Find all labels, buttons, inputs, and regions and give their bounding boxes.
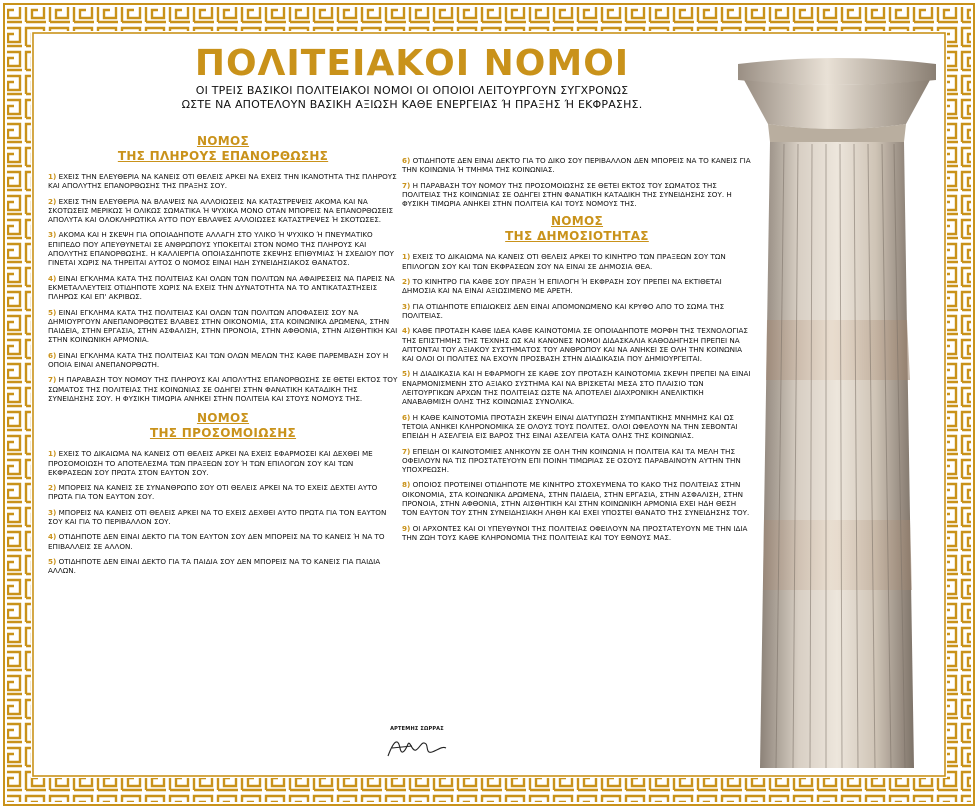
law-text: ΕΠΕΙΔΗ ΟΙ ΚΑΙΝΟΤΟΜΙΕΣ ΑΝΗΚΟΥΝ ΣΕ ΟΛΗ ΤΗΝ ΚΟΙΝΩΝΙΑ Η ΠΟΛΙΤΕΙΑ ΚΑΙ ΤΑ ΜΕΛΗ ΤΗΣ ΟΦΕΙΛΟΥΝ ΝΑ ΤΙΣ ΠΡΟΣΤΑΤΕΥΟΥΝ ΕΠΙ ΠΟΙΝΗ ΤΙΜΩΡΙΑΣ ΣΕ ΟΣΟΥΣ ΠΑΡΑΒΑΙΝΟΥΝ ΑΥΤΗΝ ΤΗΝ ΥΠΟΧΡΕΩΣΗ. (402, 446, 741, 475)
handwritten-signature (382, 734, 452, 762)
section-assimilation (48, 411, 398, 575)
law-text: ΤΟ ΚΙΝΗΤΡΟ ΓΙΑ ΚΑΘΕ ΣΟΥ ΠΡΑΞΗ Ή ΕΠΙΛΟΓΗ Ή ΕΚΦΡΑΣΗ ΣΟΥ ΠΡΕΠΕΙ ΝΑ ΕΚΤΙΘΕΤΑΙ ΔΗΜΟΣΙΑ ΚΑΙ ΝΑ ΕΙΝΑΙ ΑΞΙΩΣΙΜΕΝΟ ΜΕ ΑΡΕΤΗ. (402, 277, 722, 296)
law-text: ΟΤΙΔΗΠΟΤΕ ΔΕΝ ΕΙΝΑΙ ΔΕΚΤΟ ΓΙΑ ΤΑ ΠΑΙΔΙΑ ΣΟΥ ΔΕΝ ΜΠΟΡΕΙΣ ΝΑ ΤΟ ΚΑΝΕΙΣ ΓΙΑ ΠΑΙΔΙΑ ΑΛΛΩΝ. (48, 556, 381, 576)
law-item (402, 181, 752, 209)
law-number: 7) (402, 180, 411, 190)
law-item (48, 351, 398, 370)
section-restoration (48, 134, 398, 403)
law-item (402, 369, 752, 406)
law-item (402, 156, 752, 175)
law-number: 5) (48, 307, 57, 317)
law-number: 4) (402, 326, 411, 336)
law-number: 5) (402, 369, 411, 379)
law-text: ΕΙΝΑΙ ΕΓΚΛΗΜΑ ΚΑΤΑ ΤΗΣ ΠΟΛΙΤΕΙΑΣ ΚΑΙ ΤΩΝ ΟΛΩΝ ΜΕΛΩΝ ΤΗΣ ΚΑΘΕ ΠΑΡΕΜΒΑΣΗ ΣΟΥ Η ΟΠΟΙΑ ΕΙΝΑΙ ΑΝΕΠΑΝΟΡΘΩΤΗ. (48, 350, 389, 370)
law-item (402, 413, 752, 441)
law-list (48, 172, 398, 403)
section-heading: ΤΗΣ ΠΡΟΣΟΜΟΙΩΣΗΣ (149, 426, 297, 441)
law-item (48, 197, 398, 225)
law-list-continued (402, 156, 752, 208)
law-number: 3) (402, 301, 411, 311)
section-heading: ΤΗΣ ΠΛΗΡΟΥΣ ΕΠΑΝΟΡΘΩΣΗΣ (117, 149, 329, 163)
law-text: ΓΙΑ ΟΤΙΔΗΠΟΤΕ ΕΠΙΔΙΩΚΕΙΣ ΔΕΝ ΕΙΝΑΙ ΑΠΟΜΟΝΩΜΕΝΟ ΚΑΙ ΚΡΥΦΟ ΑΠΟ ΤΟ ΣΩΜΑ ΤΗΣ ΠΟΛΙΤΕΙΑΣ. (402, 301, 725, 320)
law-text: ΕΙΝΑΙ ΕΓΚΛΗΜΑ ΚΑΤΑ ΤΗΣ ΠΟΛΙΤΕΙΑΣ ΚΑΙ ΟΛΩΝ ΤΩΝ ΠΟΛΙΤΩΝ ΑΠΟΦΑΣΕΙΣ ΣΟΥ ΝΑ ΔΗΜΙΟΥΡΓΟΥΝ ΑΝΕΠΑΝΟΡΘΩΤΕΣ ΒΛΑΒΕΣ ΣΤΗΝ ΟΙΚΟΝΟΜΙΑ, ΣΤΑ ΚΟΙΝΩΝΙΚΑ ΔΡΩΜΕΝΑ, ΣΤΗΝ ΠΑΙΔΕΙΑ, ΣΤΗΝ ΕΡΓΑΣΙΑ, ΣΤΗΝ ΑΣΦΑΛΙΣΗ, ΣΤΗΝ ΠΡΟΝΟΙΑ, ΣΤΗΝ ΑΦΘΟΝΙΑ, ΣΤΗΝ ΑΙΣΘΗΤΙΚΗ ΚΑΙ ΣΤΗΝ ΚΟΙΝΩΝΙΚΗ ΑΡΜΟΝΙΑ. (48, 307, 398, 345)
law-item (402, 447, 752, 475)
law-item (48, 375, 398, 403)
poster-title: ΠΟΛΙΤΕΙΑΚΟΙ ΝΟΜΟΙ (194, 43, 630, 84)
law-number: 2) (48, 196, 57, 206)
law-number: 3) (48, 230, 57, 240)
law-text: Η ΠΑΡΑΒΑΣΗ ΤΟΥ ΝΟΜΟΥ ΤΗΣ ΠΡΟΣΟΜΟΙΩΣΗΣ ΣΕ ΘΕΤΕΙ ΕΚΤΟΣ ΤΟΥ ΣΩΜΑΤΟΣ ΤΗΣ ΠΟΛΙΤΕΙΑΣ ΤΗΣ ΚΟΙΝΩΝΙΑΣ ΣΕ ΟΔΗΓΕΙ ΣΤΗΝ ΦΑΝΑΤΙΚΗ ΚΑΤΑΔΙΚΗ ΤΗΣ ΣΥΝΕΙΔΗΣΗΣ ΣΟΥ. Η ΦΥΣΙΚΗ ΤΙΜΩΡΙΑ ΑΝΗΚΕΙ ΣΤΗΝ ΠΟΛΙΤΕΙΑ ΚΑΙ ΤΟΥΣ ΝΟΜΟΥΣ ΤΗΣ. (402, 180, 732, 209)
law-text: ΕΧΕΙΣ ΤΗΝ ΕΛΕΥΘΕΡΙΑ ΝΑ ΚΑΝΕΙΣ ΟΤΙ ΘΕΛΕΙΣ ΑΡΚΕΙ ΝΑ ΕΧΕΙΣ ΤΗΝ ΙΚΑΝΟΤΗΤΑ ΤΗΣ ΠΛΗΡΟΥΣ ΚΑΙ ΑΠΟΛΥΤΗΣ ΕΠΑΝΟΡΘΩΣΗΣ ΤΗΣ ΠΡΑΞΗΣ ΣΟΥ. (48, 172, 397, 191)
law-number: 1) (48, 172, 57, 181)
law-number: 9) (402, 523, 411, 533)
law-list (402, 252, 752, 542)
law-number: 3) (48, 507, 57, 517)
poster-content (42, 40, 947, 768)
law-item (402, 252, 752, 271)
law-text: ΜΠΟΡΕΙΣ ΝΑ ΚΑΝΕΙΣ ΣΕ ΣΥΝΑΝΘΡΩΠΟ ΣΟΥ ΟΤΙ ΘΕΛΕΙΣ ΑΡΚΕΙ ΝΑ ΤΟ ΕΧΕΙΣ ΔΕΧΤΕΙ ΑΥΤΟ ΠΡΩΤΑ ΓΙΑ ΤΟΝ ΕΑΥΤΟΝ ΣΟΥ. (48, 483, 378, 502)
law-item (48, 508, 398, 527)
law-number: 7) (402, 446, 411, 456)
law-item (48, 274, 398, 302)
law-number: 8) (402, 480, 411, 490)
section-heading: ΝΟΜΟΣ (196, 134, 250, 148)
poster-subtitle (102, 84, 722, 112)
law-text: ΕΧΕΙΣ ΤΟ ΔΙΚΑΙΩΜΑ ΝΑ ΚΑΝΕΙΣ ΟΤΙ ΘΕΛΕΙΣ ΑΡΚΕΙ ΝΑ ΕΧΕΙΣ ΕΦΑΡΜΟΣΕΙ ΚΑΙ ΔΕΧΘΕΙ ΜΕ ΠΡΟΣΟΜΟΙΩΣΗ ΤΟ ΑΠΟΤΕΛΕΣΜΑ ΤΩΝ ΠΡΑΞΕΩΝ ΣΟΥ Ή ΤΩΝ ΕΠΙΛΟΓΩΝ ΣΟΥ ΚΑΙ ΤΩΝ ΕΚΦΡΑΣΕΩΝ ΣΟΥ ΠΡΩΤΑ ΣΤΟΝ ΕΑΥΤΟΝ ΣΟΥ. (48, 449, 373, 477)
section-heading: ΝΟΜΟΣ (550, 214, 604, 229)
law-text: ΕΧΕΙΣ ΤΟ ΔΙΚΑΙΩΜΑ ΝΑ ΚΑΝΕΙΣ ΟΤΙ ΘΕΛΕΙΣ ΑΡΚΕΙ ΤΟ ΚΙΝΗΤΡΟ ΤΩΝ ΠΡΑΞΕΩΝ ΣΟΥ ΤΩΝ ΕΠΙΛΟΓΩΝ ΣΟΥ ΚΑΙ ΤΩΝ ΕΚΦΡΑΣΕΩΝ ΣΟΥ ΝΑ ΕΙΝΑΙ ΣΕ ΔΗΜΟΣΙΑ ΘΕΑ. (402, 252, 726, 271)
section-heading: ΤΗΣ ΔΗΜΟΣΙΟΤΗΤΑΣ (505, 229, 649, 244)
law-number: 2) (402, 277, 411, 287)
law-number: 2) (48, 483, 57, 493)
law-number: 4) (48, 532, 57, 542)
law-item (402, 524, 752, 543)
law-number: 6) (402, 156, 411, 165)
law-number: 5) (48, 556, 57, 566)
law-number: 1) (48, 449, 57, 459)
author-name: ΑΡΤΕΜΗΣ ΣΩΡΡΑΣ (390, 726, 444, 732)
law-text: Η ΔΙΑΔΙΚΑΣΙΑ ΚΑΙ Η ΕΦΑΡΜΟΓΗ ΣΕ ΚΑΘΕ ΣΟΥ ΠΡΟΤΑΣΗ ΚΑΙΝΟΤΟΜΙΑ ΣΚΕΨΗ ΠΡΕΠΕΙ ΝΑ ΕΙΝΑΙ ΕΝΑΡΜΟΝΙΣΜΕΝΗ ΣΤΟ ΑΞΙΑΚΟ ΣΥΣΤΗΜΑ ΚΑΙ ΝΑ ΒΡΙΣΚΕΤΑΙ ΜΕΣΑ ΣΤΟ ΠΛΑΙΣΙΟ ΤΩΝ ΛΕΙΤΟΥΡΓΙΚΩΝ ΑΡΧΩΝ ΤΗΣ ΠΟΛΙΤΕΙΑΣ ΩΣΤΕ ΝΑ ΑΠΟΤΕΛΕΙ ΔΙΑΧΡΟΝΙΚΗ ΑΝΕΛΙΚΤΙΚΗ ΑΝΑΒΑΘΜΙΣΗ ΟΛΗΣ ΤΗΣ ΚΟΙΝΩΝΙΑΣ ΣΥΝΟΛΙΚΑ. (402, 369, 751, 407)
law-list (48, 449, 398, 575)
law-text: ΟΠΟΙΟΣ ΠΡΟΤΕΙΝΕΙ ΟΤΙΔΗΠΟΤΕ ΜΕ ΚΙΝΗΤΡΟ ΣΤΟΧΕΥΜΕΝΑ ΤΟ ΚΑΚΟ ΤΗΣ ΠΟΛΙΤΕΙΑΣ ΣΤΗΝ ΟΙΚΟΝΟΜΙΑ, ΣΤΑ ΚΟΙΝΩΝΙΚΑ ΔΡΩΜΕΝΑ, ΣΤΗΝ ΠΑΙΔΕΙΑ, ΣΤΗΝ ΕΡΓΑΣΙΑ, ΣΤΗΝ ΑΣΦΑΛΙΣΗ, ΣΤΗΝ ΠΡΟΝΟΙΑ, ΣΤΗΝ ΑΦΘΟΝΙΑ, ΣΤΗΝ ΑΙΣΘΗΤΙΚΗ ΚΑΙ ΣΤΗΝ ΚΟΙΝΩΝΙΚΗ ΑΡΜΟΝΙΑ ΕΧΕΙ ΗΔΗ ΘΕΣΗ ΤΟΝ ΕΑΥΤΟΝ ΤΟΥ ΣΤΗΝ ΣΥΝΕΙΔΗΣΙΑΚΗ ΛΗΘΗ ΚΑΙ ΕΧΕΙ ΥΠΟΣΤΕΙ ΘΑΝΑΤΟ ΤΗΣ ΣΥΝΕΙΔΗΣΗΣ ΤΟΥ. (402, 480, 750, 518)
law-text: ΕΧΕΙΣ ΤΗΝ ΕΛΕΥΘΕΡΙΑ ΝΑ ΒΛΑΨΕΙΣ ΝΑ ΑΛΛΟΙΩΣΕΙΣ ΝΑ ΚΑΤΑΣΤΡΕΨΕΙΣ ΑΚΟΜΑ ΚΑΙ ΝΑ ΣΚΟΤΩΣΕΙΣ ΜΕΡΙΚΩΣ Ή ΟΛΙΚΩΣ ΣΩΜΑΤΙΚΑ Ή ΨΥΧΙΚΑ ΜΟΝΟ ΟΤΑΝ ΜΠΟΡΕΙΣ ΝΑ ΕΠΑΝΟΡΘΩΣΕΙΣ ΑΠΟΛΥΤΑ ΚΑΙ ΟΛΟΚΛΗΡΩΤΙΚΑ ΑΥΤΟ ΠΟΥ ΕΒΛΑΨΕΣ ΑΛΛΟΙΩΣΕΣ ΚΑΤΑΣΤΡΕΨΕΣ Ή ΣΚΟΤΩΣΕΣ. (48, 196, 394, 225)
law-number: 7) (48, 375, 57, 385)
law-number: 4) (48, 273, 57, 283)
law-text: ΟΤΙΔΗΠΟΤΕ ΔΕΝ ΕΙΝΑΙ ΔΕΚΤΟ ΓΙΑ ΤΟ ΔΙΚΟ ΣΟΥ ΠΕΡΙΒΑΛΛΟΝ ΔΕΝ ΜΠΟΡΕΙΣ ΝΑ ΤΟ ΚΑΝΕΙΣ ΓΙΑ ΤΗΝ ΚΟΙΝΩΝΙΑ Ή ΤΜΗΜΑ ΤΗΣ ΚΟΙΝΩΝΙΑΣ. (402, 156, 751, 175)
law-item (48, 230, 398, 267)
doric-column-image (730, 50, 944, 768)
section-publicity (402, 214, 752, 542)
subtitle-line: ΟΙ ΤΡΕΙΣ ΒΑΣΙΚΟΙ ΠΟΛΙΤΕΙΑΚΟΙ ΝΟΜΟΙ ΟΙ ΟΠΟΙΟΙ ΛΕΙΤΟΥΡΓΟΥΝ ΣΥΓΧΡΟΝΩΣ (195, 84, 629, 97)
law-text: ΜΠΟΡΕΙΣ ΝΑ ΚΑΝΕΙΣ ΟΤΙ ΘΕΛΕΙΣ ΑΡΚΕΙ ΝΑ ΤΟ ΕΧΕΙΣ ΔΕΧΘΕΙ ΑΥΤΟ ΠΡΩΤΑ ΓΙΑ ΤΟΝ ΕΑΥΤΟΝ ΣΟΥ ΚΑΙ ΓΙΑ ΤΟ ΠΕΡΙΒΑΛΛΟΝ ΣΟΥ. (48, 507, 387, 527)
law-text: ΟΙ ΑΡΧΟΝΤΕΣ ΚΑΙ ΟΙ ΥΠΕΥΘΥΝΟΙ ΤΗΣ ΠΟΛΙΤΕΙΑΣ ΟΦΕΙΛΟΥΝ ΝΑ ΠΡΟΣΤΑΤΕΥΟΥΝ ΜΕ ΤΗΝ ΙΔΙΑ ΤΗΝ ΖΩΗ ΤΟΥΣ ΚΑΘΕ ΚΛΗΡΟΝΟΜΙΑ ΤΗΣ ΠΟΛΙΤΕΙΑΣ ΚΑΙ ΤΟΥ ΕΘΝΟΥΣ ΜΑΣ. (402, 523, 748, 542)
section-heading: ΝΟΜΟΣ (196, 411, 250, 426)
law-item (48, 557, 398, 576)
law-number: 6) (48, 350, 57, 360)
law-item (402, 480, 752, 517)
law-item (48, 449, 398, 477)
law-item (48, 172, 398, 191)
law-text: ΟΤΙΔΗΠΟΤΕ ΔΕΝ ΕΙΝΑΙ ΔΕΚΤΟ ΓΙΑ ΤΟΝ ΕΑΥΤΟΝ ΣΟΥ ΔΕΝ ΜΠΟΡΕΙΣ ΝΑ ΤΟ ΚΑΝΕΙΣ Ή ΝΑ ΤΟ ΕΠΙΒΑΛΛΕΙΣ ΣΕ ΑΛΛΟΝ. (48, 532, 385, 551)
law-text: ΕΙΝΑΙ ΕΓΚΛΗΜΑ ΚΑΤΑ ΤΗΣ ΠΟΛΙΤΕΙΑΣ ΚΑΙ ΟΛΩΝ ΤΩΝ ΠΟΛΙΤΩΝ ΝΑ ΑΦΑΙΡΕΣΕΙΣ ΝΑ ΠΑΡΕΙΣ ΝΑ ΕΚΜΕΤΑΛΛΕΥΤΕΙΣ ΟΤΙΔΗΠΟΤΕ ΧΩΡΙΣ ΝΑ ΕΧΕΙΣ ΤΗΝ ΔΥΝΑΤΟΤΗΤΑ ΝΑ ΤΟ ΑΝΤΙΚΑΤΑΣΤΗΣΕΙΣ ΠΛΗΡΩΣ ΚΑΙ ΕΠ' ΑΚΡΙΒΩΣ. (48, 273, 395, 302)
law-item (402, 277, 752, 296)
law-item (402, 302, 752, 321)
law-text: Η ΠΑΡΑΒΑΣΗ ΤΟΥ ΝΟΜΟΥ ΤΗΣ ΠΛΗΡΟΥΣ ΚΑΙ ΑΠΟΛΥΤΗΣ ΕΠΑΝΟΡΘΩΣΗΣ ΣΕ ΘΕΤΕΙ ΕΚΤΟΣ ΤΟΥ ΣΩΜΑΤΟΣ ΤΗΣ ΠΟΛΙΤΕΙΑΣ ΤΗΣ ΚΟΙΝΩΝΙΑΣ ΣΕ ΟΔΗΓΕΙ ΣΤΗΝ ΦΑΝΑΤΙΚΗ ΚΑΤΑΔΙΚΗ ΤΗΣ ΣΥΝΕΙΔΗΣΗΣ ΣΟΥ. Η ΦΥΣΙΚΗ ΤΙΜΩΡΙΑ ΑΝΗΚΕΙ ΣΤΗΝ ΠΟΛΙΤΕΙΑ ΚΑΙ ΣΤΟΥΣ ΝΟΜΟΥΣ ΤΗΣ. (48, 375, 398, 403)
law-item (48, 532, 398, 551)
law-number: 1) (402, 252, 411, 262)
law-item (48, 308, 398, 345)
law-text: ΚΑΘΕ ΠΡΟΤΑΣΗ ΚΑΘΕ ΙΔΕΑ ΚΑΘΕ ΚΑΙΝΟΤΟΜΙΑ ΣΕ ΟΠΟΙΑΔΗΠΟΤΕ ΜΟΡΦΗ ΤΗΣ ΤΕΧΝΟΛΟΓΙΑΣ ΤΗΣ ΕΠΙΣΤΗΜΗΣ ΤΗΣ ΤΕΧΝΗΣ ΩΣ ΚΑΙ ΚΑΝΟΝΕΣ ΝΟΜΟΙ ΔΙΔΑΣΚΑΛΙΑ ΚΑΘΟΔΗΓΗΣΗ ΠΡΕΠΕΙ ΝΑ ΑΠΤΟΝΤΑΙ ΤΟΥ ΑΞΙΑΚΟΥ ΣΥΣΤΗΜΑΤΟΣ ΤΟΥ ΑΝΘΡΩΠΟΥ ΚΑΙ ΝΑ ΑΝΗΚΕΙ ΣΕ ΟΛΗ ΤΗΝ ΚΟΙΝΩΝΙΑ ΚΑΙ ΟΛΟΙ ΟΙ ΠΟΛΙΤΕΣ ΝΑ ΕΧΟΥΝ ΠΡΟΣΒΑΣΗ ΣΤΗΝ ΔΙΑΔΙΚΑΣΙΑ ΠΟΥ ΔΗΜΙΟΥΡΓΕΙΤΑΙ. (402, 326, 748, 364)
right-text-column (402, 156, 752, 548)
law-item (48, 483, 398, 502)
law-number: 6) (402, 412, 411, 422)
law-item (402, 326, 752, 363)
subtitle-line: ΩΣΤΕ ΝΑ ΑΠΟΤΕΛΟΥΝ ΒΑΣΙΚΗ ΑΞΙΩΣΗ ΚΑΘΕ ΕΝΕΡΓΕΙΑΣ Ή ΠΡΑΞΗΣ Ή ΕΚΦΡΑΣΗΣ. (181, 98, 643, 111)
law-text: ΑΚΟΜΑ ΚΑΙ Η ΣΚΕΨΗ ΓΙΑ ΟΠΟΙΑΔΗΠΟΤΕ ΑΛΛΑΓΗ ΣΤΟ ΥΛΙΚΟ Ή ΨΥΧΙΚΟ Ή ΠΝΕΥΜΑΤΙΚΟ ΕΠΙΠΕΔΟ ΠΟΥ ΑΠΕΥΘΥΝΕΤΑΙ ΣΕ ΑΝΘΡΩΠΟΥΣ ΥΠΟΚΕΙΤΑΙ ΣΤΟΝ ΝΟΜΟ ΤΗΣ ΠΛΗΡΟΥΣ ΚΑΙ ΑΠΟΛΥΤΗΣ ΕΠΑΝΟΡΘΩΣΗΣ. Η ΚΑΛΛΙΕΡΓΙΑ ΟΠΟΙΑΣΔΗΠΟΤΕ ΣΚΕΨΗΣ ΕΠΙΘΥΜΙΑΣ Ή ΣΧΕΔΙΟΥ ΠΟΥ ΓΙΝΕΤΑΙ ΧΩΡΙΣ ΝΑ ΤΗΡΕΙΤΑΙ ΑΥΤΟΣ Ο ΝΟΜΟΣ ΕΙΝΑΙ ΗΔΗ ΣΥΝΕΙΔΗΣΙΑΚΟΣ ΘΑΝΑΤΟΣ. (48, 230, 394, 268)
left-text-column (48, 134, 398, 582)
law-text: Η ΚΑΘΕ ΚΑΙΝΟΤΟΜΙΑ ΠΡΟΤΑΣΗ ΣΚΕΨΗ ΕΙΝΑΙ ΔΙΑΤΥΠΩΣΗ ΣΥΜΠΑΝΤΙΚΗΣ ΜΝΗΜΗΣ ΚΑΙ ΩΣ ΤΕΤΟΙΑ ΑΝΗΚΕΙ ΚΛΗΡΟΝΟΜΙΚΑ ΣΕ ΟΛΟΥΣ ΤΟΥΣ ΠΟΛΙΤΕΣ. ΟΛΟΙ ΩΦΕΛΟΥΝ ΝΑ ΤΗΝ ΣΕΒΟΝΤΑΙ ΕΠΕΙΔΗ Η ΑΣΕΛΓΕΙΑ ΕΙΣ ΒΑΡΟΣ ΤΗΣ ΕΙΝΑΙ ΑΣΕΛΓΕΙΑ ΚΑΤΑ ΟΛΗΣ ΤΗΣ ΚΟΙΝΩΝΙΑΣ. (402, 412, 738, 441)
